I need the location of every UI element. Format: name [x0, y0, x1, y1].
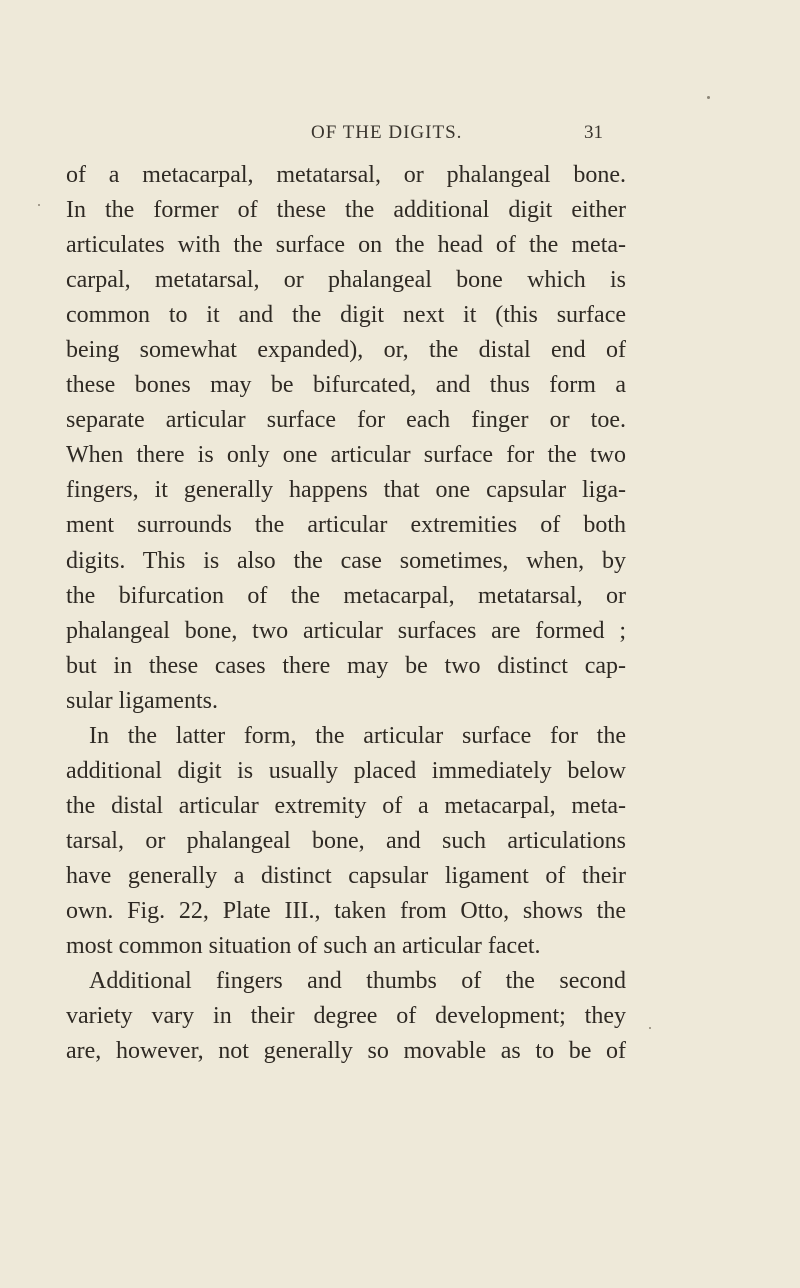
page-speck	[707, 96, 710, 99]
text-line: sular ligaments.	[66, 687, 218, 714]
text-line: In the former of these the additional digit either	[66, 197, 626, 224]
text-line: being somewhat expanded), or, the distal end of	[66, 337, 626, 364]
text-line: are, however, not generally so movable as to be of	[66, 1038, 626, 1065]
page-speck	[649, 1027, 651, 1029]
text-line: but in these cases there may be two distinct cap-	[66, 652, 626, 679]
text-line: variety vary in their degree of development; they	[66, 1003, 626, 1030]
text-line: digits. This is also the case sometimes, when, by	[66, 547, 626, 574]
text-line: most common situation of such an articular facet.	[66, 933, 541, 960]
text-line: of a metacarpal, metatarsal, or phalangeal bone.	[66, 162, 626, 188]
running-head	[0, 122, 800, 152]
text-line: articulates with the surface on the head of the meta-	[66, 232, 626, 259]
paragraph-start-line: Additional fingers and thumbs of the second	[89, 968, 626, 995]
text-line: common to it and the digit next it (this surface	[66, 302, 626, 329]
text-line: have generally a distinct capsular ligament of their	[66, 862, 626, 889]
text-line: the bifurcation of the metacarpal, metatarsal, or	[66, 582, 626, 609]
text-line: fingers, it generally happens that one capsular liga-	[66, 477, 626, 504]
text-line: own. Fig. 22, Plate III., taken from Otto, shows the	[66, 897, 626, 924]
paragraph-start-line: In the latter form, the articular surface for the	[89, 722, 626, 749]
body-text	[66, 158, 626, 1069]
text-line: ment surrounds the articular extremities of both	[66, 512, 626, 539]
text-line: these bones may be bifurcated, and thus form a	[66, 372, 626, 399]
text-line: phalangeal bone, two articular surfaces are formed ;	[66, 617, 626, 644]
text-line: the distal articular extremity of a metacarpal, meta-	[66, 792, 626, 819]
text-line: additional digit is usually placed immediately below	[66, 757, 626, 784]
text-line: tarsal, or phalangeal bone, and such articulations	[66, 827, 626, 854]
text-line: carpal, metatarsal, or phalangeal bone which is	[66, 267, 626, 294]
text-line: separate articular surface for each finger or toe.	[66, 407, 626, 434]
text-line: When there is only one articular surface for the two	[66, 442, 626, 469]
page-speck	[38, 204, 40, 206]
page-number: 31	[584, 122, 603, 143]
running-title: OF THE DIGITS.	[311, 122, 463, 143]
